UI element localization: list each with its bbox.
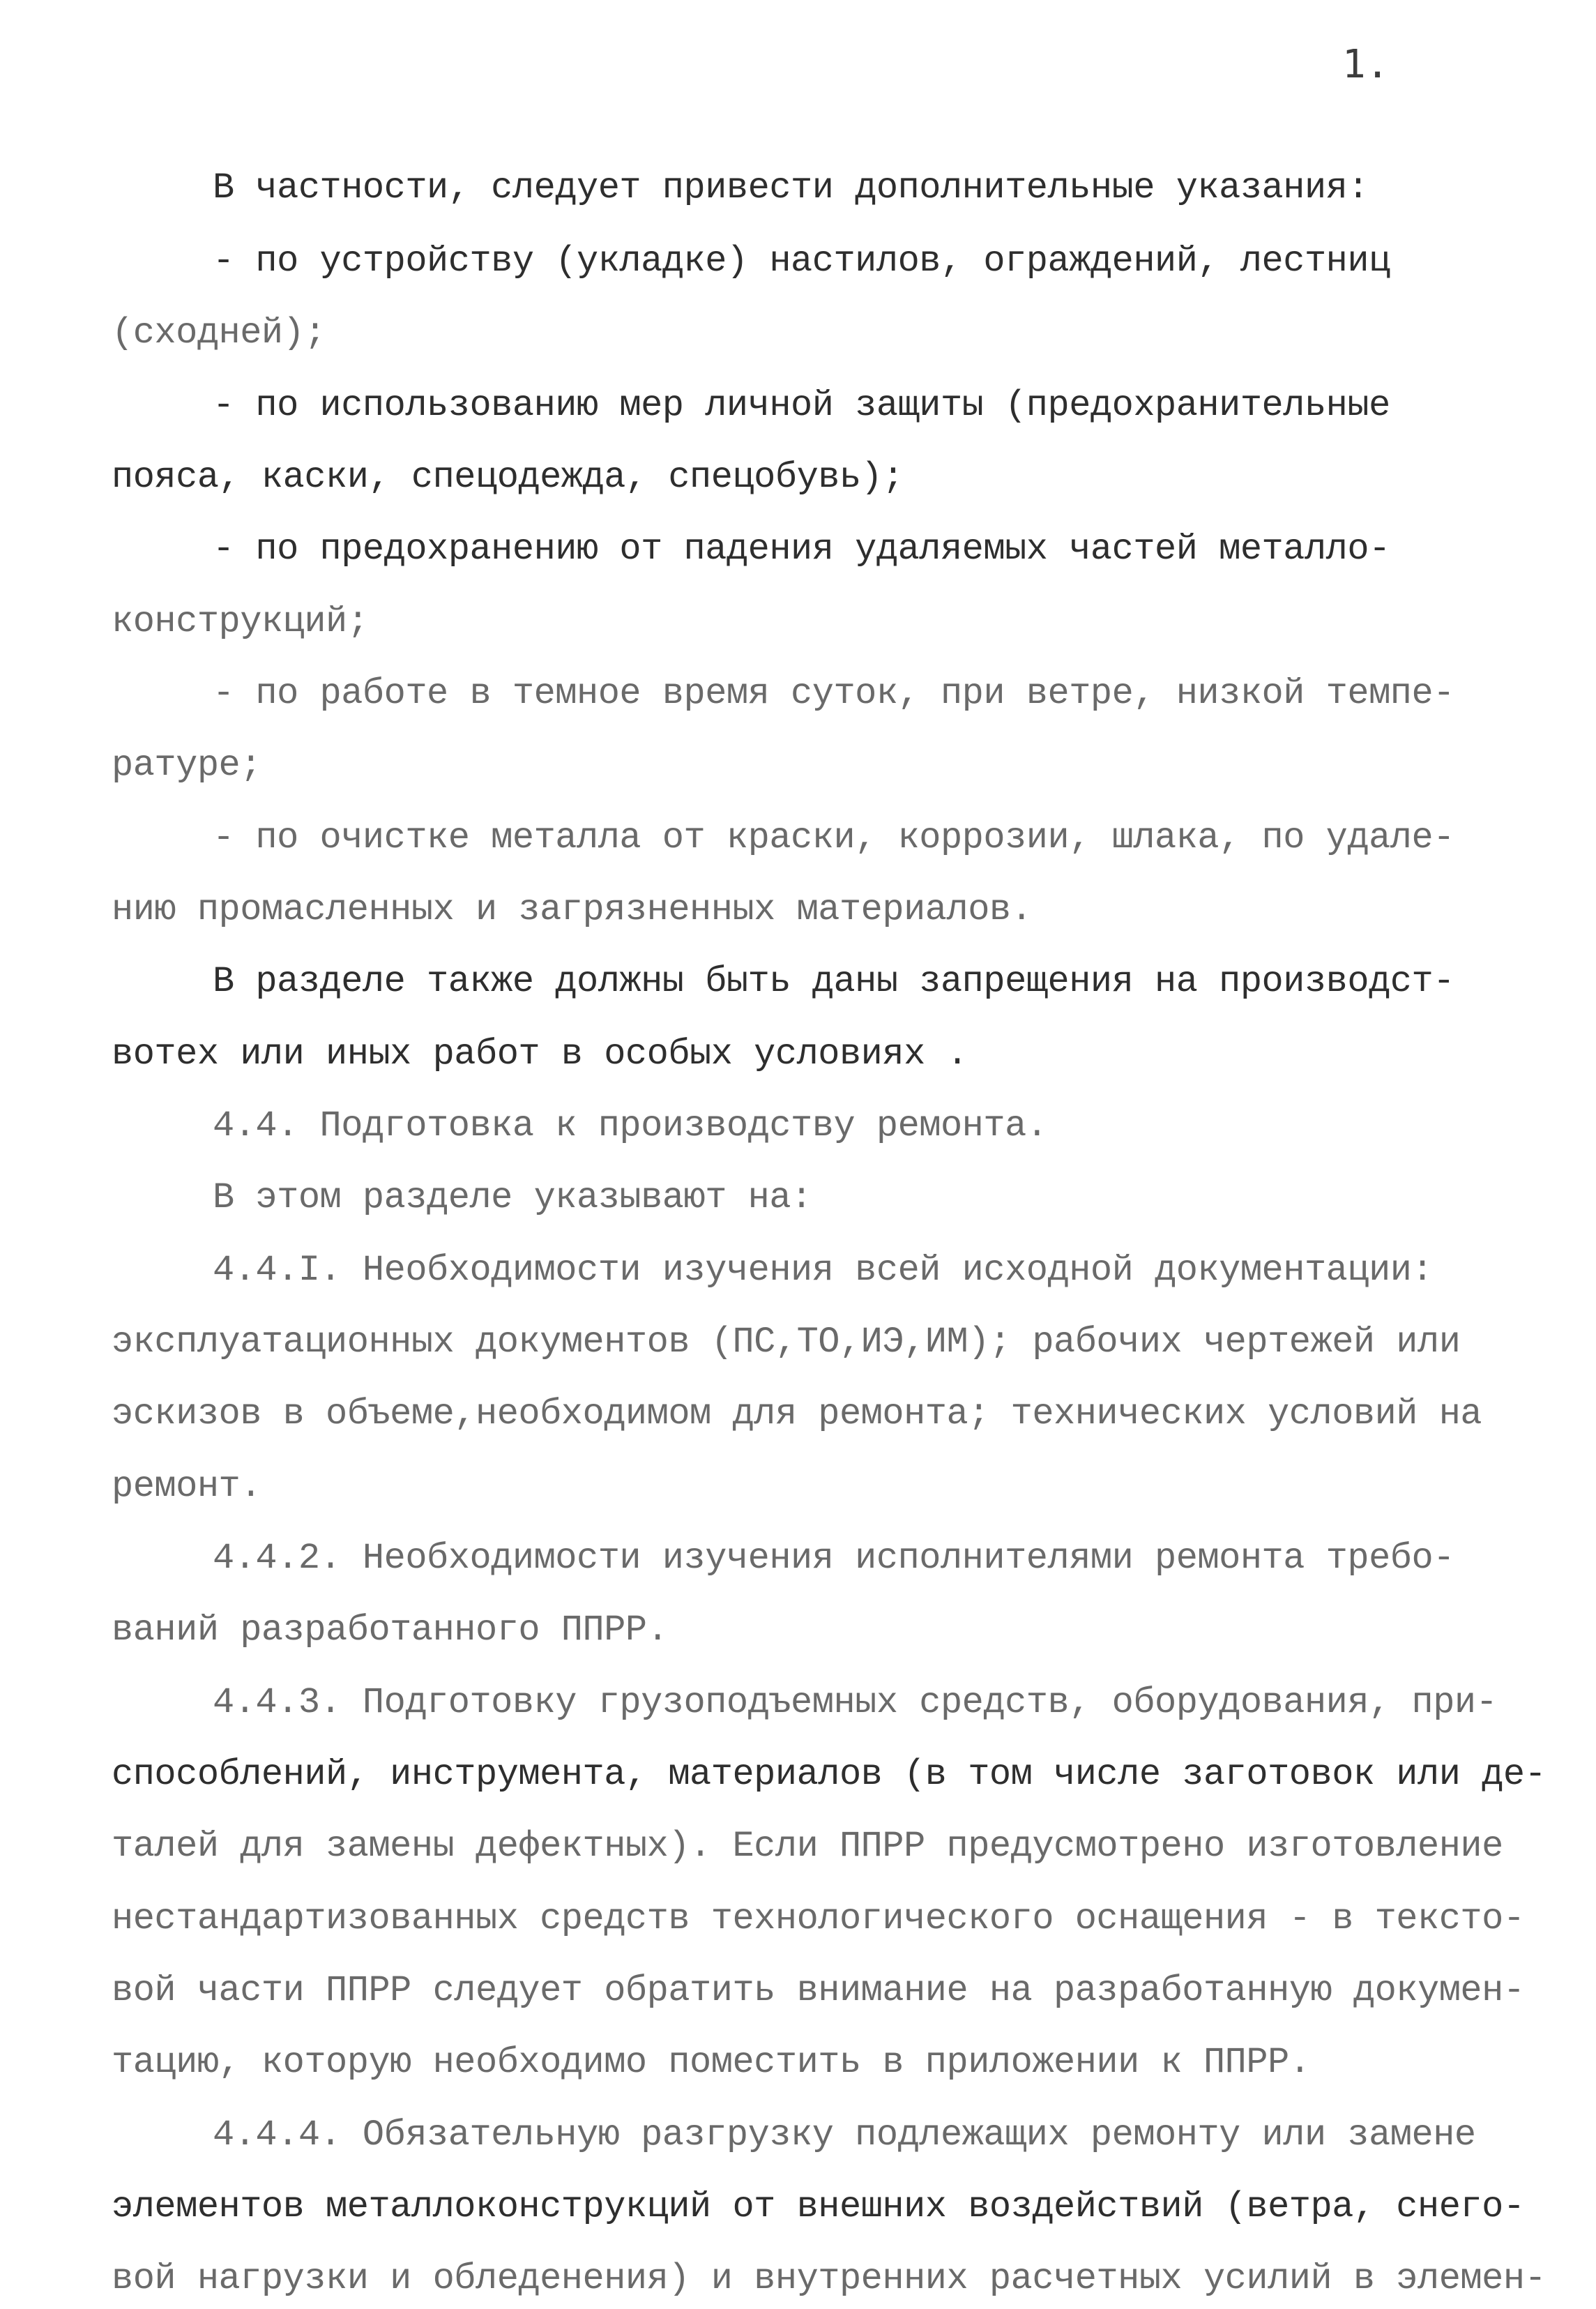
text-line: ваний разработанного ППРР. [112, 1610, 669, 1651]
text-line: эксплуатационных документов (ПС,ТО,ИЭ,ИМ); рабочих чертежей или [112, 1322, 1461, 1363]
text-line: 4.4.3. Подготовку грузоподъемных средств, оборудования, при- [213, 1682, 1498, 1723]
text-line: - по работе в темное время суток, при ветре, низкой темпе- [213, 673, 1454, 714]
page-number: 1. [1342, 42, 1390, 87]
text-line: нию промасленных и загрязненных материалов. [112, 889, 1033, 930]
text-line: В этом разделе указывают на: [213, 1177, 812, 1218]
text-line: вой части ППРР следует обратить внимание на разработанную докумен- [112, 1970, 1525, 2011]
text-line: конструкций; [112, 601, 369, 642]
text-line: - по предохранению от падения удаляемых частей металло- [213, 529, 1390, 570]
text-line: - по устройству (укладке) настилов, ограждений, лестниц [213, 241, 1390, 282]
text-line: пояса, каски, спецодежда, спецобувь); [112, 457, 904, 498]
text-line: ремонт. [112, 1466, 261, 1507]
text-line: 4.4.4. Обязательную разгрузку подлежащих ремонту или замене [213, 2114, 1476, 2156]
text-line: - по использованию мер личной защиты (предохранительные [213, 385, 1390, 426]
text-line: нестандартизованных средств технологического оснащения - в тексто- [112, 1898, 1525, 1939]
text-line: вой нагрузки и обледенения) и внутренних расчетных усилий в элемен- [112, 2258, 1546, 2299]
text-line: В разделе также должны быть даны запрещения на производст- [213, 961, 1454, 1002]
text-line: 4.4.2. Необходимости изучения исполнителями ремонта требо- [213, 1538, 1454, 1579]
text-line: талей для замены дефектных). Если ППРР предусмотрено изготовление [112, 1826, 1503, 1867]
text-line: элементов металлоконструкций от внешних воздействий (ветра, снего- [112, 2186, 1525, 2227]
text-line: В частности, следует привести дополнительные указания: [213, 167, 1369, 209]
text-line: - по очистке металла от краски, коррозии, шлака, по удале- [213, 817, 1454, 858]
text-line: (сходней); [112, 312, 326, 354]
text-line: тацию, которую необходимо поместить в приложении к ППРР. [112, 2042, 1311, 2083]
text-line: вотех или иных работ в особых условиях . [112, 1034, 968, 1075]
text-line: эскизов в объеме,необходимом для ремонта; технических условий на [112, 1393, 1482, 1434]
text-line: 4.4.I. Необходимости изучения всей исходной документации: [213, 1250, 1434, 1291]
text-line: ратуре; [112, 745, 261, 786]
section-heading: 4.4. Подготовка к производству ремонта. [213, 1105, 1048, 1146]
text-line: способлений, инструмента, материалов (в том числе заготовок или де- [112, 1754, 1546, 1795]
